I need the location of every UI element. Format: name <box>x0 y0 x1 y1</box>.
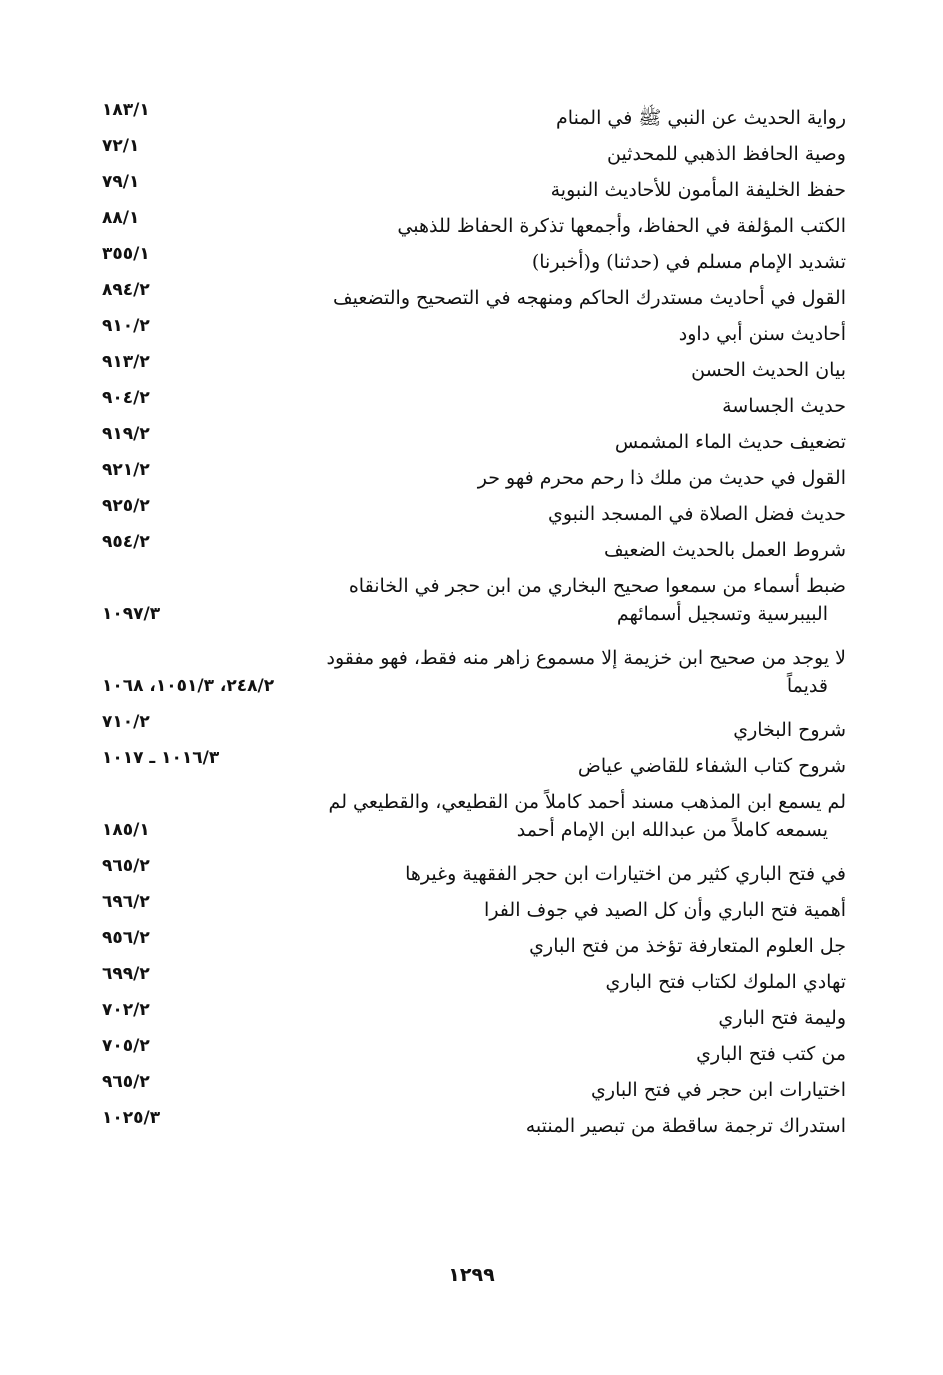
entry-topic: حفظ الخليفة المأمون للأحاديث النبوية <box>550 179 846 201</box>
entry-reference: ١٠٢٥/٣ <box>102 1108 161 1128</box>
entry-reference: ٦٩٦/٢ <box>102 892 150 912</box>
index-entry <box>100 348 846 384</box>
entry-topic: الكتب المؤلفة في الحفاظ، وأجمعها تذكرة الحفاظ للذهبي <box>397 215 846 237</box>
entry-topic: شروط العمل بالحديث الضعيف <box>603 539 846 561</box>
entry-topic: اختيارات ابن حجر في فتح الباري <box>591 1079 846 1101</box>
entry-reference: ٧٢/١ <box>102 136 140 156</box>
index-entry <box>100 636 846 708</box>
index-entry <box>100 204 846 240</box>
entry-reference: ٩٠٤/٢ <box>102 388 150 408</box>
entry-topic-continuation: قديماً <box>786 675 828 697</box>
entry-reference: ١٨٥/١ <box>102 820 150 840</box>
entry-reference: ١٨٣/١ <box>102 100 150 120</box>
entry-reference: ٩٥٤/٢ <box>102 532 150 552</box>
entry-reference: ٧٠٢/٢ <box>102 1000 150 1020</box>
entry-reference: ٣٥٥/١ <box>102 244 150 264</box>
index-entry <box>100 1032 846 1068</box>
entry-topic: في فتح الباري كثير من اختيارات ابن حجر الفقهية وغيرها <box>405 863 846 885</box>
entry-reference: ٨٩٤/٢ <box>102 280 150 300</box>
entry-reference: ٨٨/١ <box>102 208 140 228</box>
index-entry <box>100 888 846 924</box>
index-entry <box>100 996 846 1032</box>
entry-reference: ٧٩/١ <box>102 172 140 192</box>
entry-topic: حديث فضل الصلاة في المسجد النبوي <box>547 503 846 525</box>
index-entry <box>100 708 846 744</box>
entry-topic: القول في أحاديث مستدرك الحاكم ومنهجه في التصحيح والتضعيف <box>332 287 846 309</box>
entry-topic: حديث الجساسة <box>722 395 846 417</box>
entry-topic-continuation: يسمعه كاملاً من عبدالله ابن الإمام أحمد <box>516 819 828 841</box>
index-list <box>100 96 846 1140</box>
entry-topic: شروح كتاب الشفاء للقاضي عياض <box>577 755 846 777</box>
entry-topic: تهادي الملوك لكتاب فتح الباري <box>605 971 846 993</box>
entry-topic: وصية الحافظ الذهبي للمحدثين <box>606 143 846 165</box>
index-entry <box>100 744 846 780</box>
index-entry <box>100 852 846 888</box>
entry-topic: شروح البخاري <box>733 719 846 741</box>
index-entry <box>100 132 846 168</box>
entry-topic: من كتب فتح الباري <box>696 1043 846 1065</box>
index-entry <box>100 384 846 420</box>
index-entry <box>100 564 846 636</box>
entry-topic-line: لا يوجد من صحيح ابن خزيمة إلا مسموع زاهر منه فقط، فهو مفقود <box>326 647 846 669</box>
entry-reference: ٧٠٥/٢ <box>102 1036 150 1056</box>
entry-topic: جل العلوم المتعارفة تؤخذ من فتح الباري <box>529 935 846 957</box>
entry-reference: ٩١٩/٢ <box>102 424 150 444</box>
entry-reference: ٩١٣/٢ <box>102 352 150 372</box>
index-entry <box>100 780 846 852</box>
index-entry <box>100 924 846 960</box>
index-entry <box>100 1068 846 1104</box>
index-entry <box>100 312 846 348</box>
entry-topic: تضعيف حديث الماء المشمس <box>614 431 846 453</box>
entry-reference: ٩٦٥/٢ <box>102 856 150 876</box>
index-entry <box>100 960 846 996</box>
entry-topic-line: ضبط أسماء من سمعوا صحيح البخاري من ابن حجر في الخانقاه <box>348 575 846 597</box>
entry-topic: وليمة فتح الباري <box>718 1007 846 1029</box>
entry-reference: ٩١٠/٢ <box>102 316 150 336</box>
entry-topic: تشديد الإمام مسلم في (حدثنا) و(أخبرنا) <box>531 251 846 273</box>
entry-topic-line: لم يسمع ابن المذهب مسند أحمد كاملاً من القطيعي، والقطيعي لم <box>328 791 846 813</box>
index-entry <box>100 420 846 456</box>
index-entry <box>100 276 846 312</box>
index-entry <box>100 1104 846 1140</box>
entry-reference: ١٠١٦/٣ ـ ١٠١٧ <box>102 748 220 768</box>
entry-reference: ١٠٩٧/٣ <box>102 604 161 624</box>
index-entry <box>100 240 846 276</box>
entry-reference: ٩٢٥/٢ <box>102 496 150 516</box>
entry-reference: ٧١٠/٢ <box>102 712 150 732</box>
entry-reference: ٩٥٦/٢ <box>102 928 150 948</box>
entry-topic: القول في حديث من ملك ذا رحم محرم فهو حر <box>477 467 846 489</box>
entry-reference: ٦٩٩/٢ <box>102 964 150 984</box>
entry-topic <box>226 644 846 700</box>
index-entry <box>100 528 846 564</box>
page-number: ١٢٩٩ <box>448 1264 495 1286</box>
entry-topic <box>226 788 846 844</box>
entry-topic <box>226 572 846 628</box>
index-entry <box>100 96 846 132</box>
entry-reference: ٩٢١/٢ <box>102 460 150 480</box>
entry-reference: ٢٤٨/٢، ١٠٥١/٣، ١٠٦٨ <box>102 676 275 696</box>
entry-topic: رواية الحديث عن النبي ﷺ في المنام <box>556 107 846 129</box>
entry-topic-continuation: البيبرسية وتسجيل أسمائهم <box>616 603 828 625</box>
entry-topic: بيان الحديث الحسن <box>691 359 846 381</box>
entry-topic: أحاديث سنن أبي داود <box>678 323 846 345</box>
entry-topic: استدراك ترجمة ساقطة من تبصير المنتبه <box>525 1115 846 1137</box>
index-entry <box>100 492 846 528</box>
index-entry <box>100 456 846 492</box>
entry-reference: ٩٦٥/٢ <box>102 1072 150 1092</box>
entry-topic: أهمية فتح الباري وأن كل الصيد في جوف الفرا <box>484 899 846 921</box>
index-entry <box>100 168 846 204</box>
